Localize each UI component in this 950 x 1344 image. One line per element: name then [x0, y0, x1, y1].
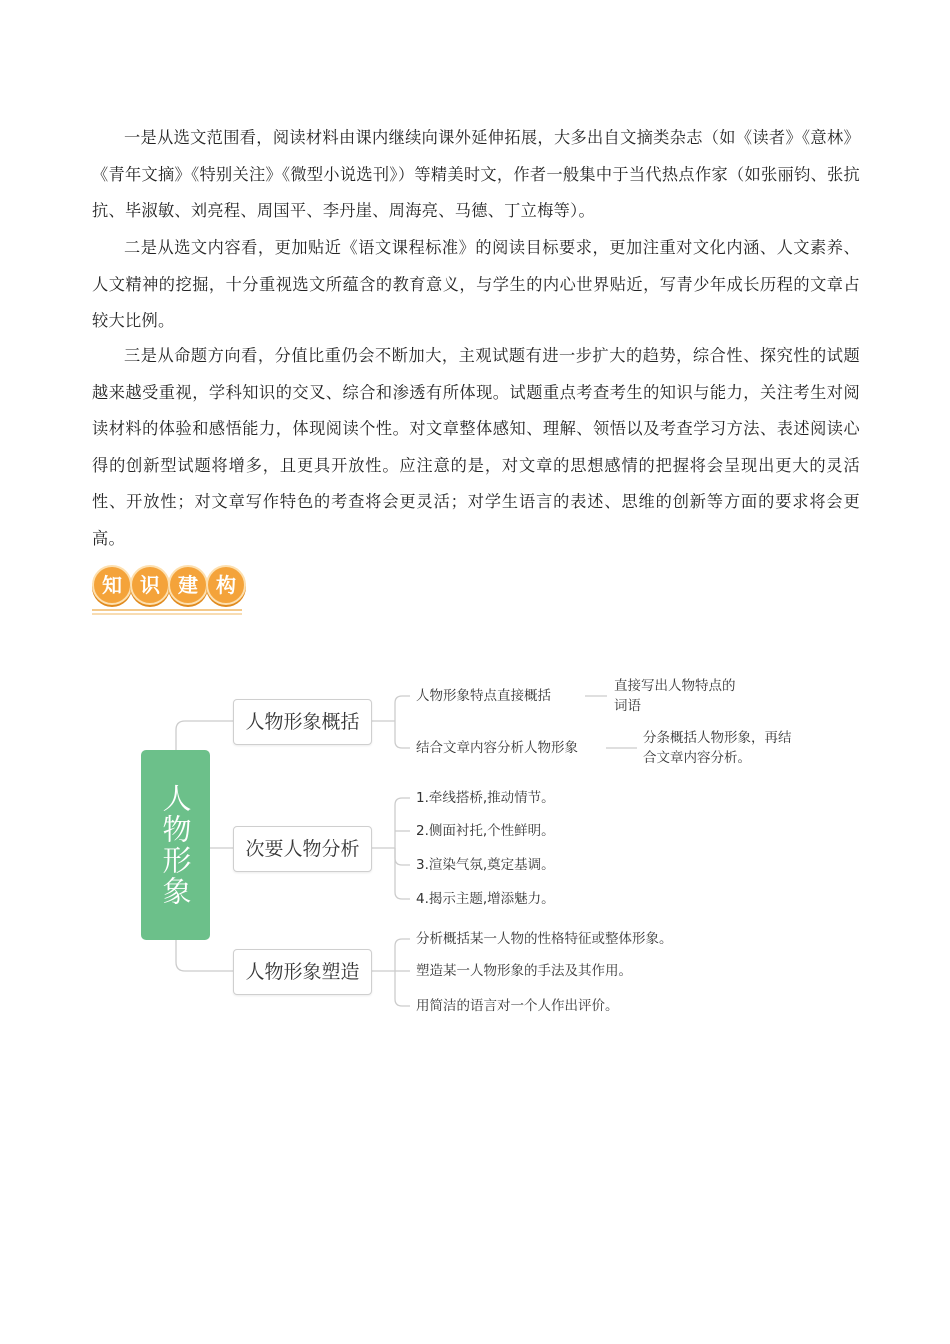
leaf-b2-item-4: 4.揭示主题,增添魅力。 — [416, 891, 555, 907]
connector-center-branch3 — [176, 940, 233, 971]
connector-center-branch1 — [176, 721, 233, 750]
branch-character-shaping: 人物形象塑造 — [233, 949, 372, 995]
connector-b3-item3 — [395, 971, 410, 1006]
leaf-b1-item-1: 人物形象特点直接概括 — [416, 688, 551, 704]
leaf-b3-item-2: 塑造某一人物形象的手法及其作用。 — [416, 963, 632, 979]
leaf-b1-sub-1: 直接写出人物特点的词语 — [614, 678, 736, 714]
paragraph-1: 一是从选文范围看，阅读材料由课内继续向课外延伸拓展，大多出自文摘类杂志（如《读者》《意林》《青年文摘》《特别关注》《微型小说选刊》）等精美时文，作者一般集中于当代热点作家（如张丽钧、张抗抗、毕淑敏、刘亮程、周国平、李丹崖、周海亮、马德、丁立梅等）。 — [92, 128, 860, 220]
leaf-b1-item-2: 结合文章内容分析人物形象 — [416, 740, 578, 756]
connector-b2-item1 — [395, 798, 410, 848]
leaf-b1-sub-2: 分条概括人物形象，再结合文章内容分析。 — [643, 730, 792, 766]
badge-char-3: 建 — [168, 565, 208, 605]
branch-character-summary: 人物形象概括 — [233, 699, 372, 745]
connector-b1-item1 — [395, 696, 410, 721]
leaf-b2-item-3: 3.渲染气氛,奠定基调。 — [416, 857, 555, 873]
badge-char-1: 知 — [92, 565, 132, 605]
badge-char-4: 构 — [206, 565, 246, 605]
badge-char-2: 识 — [130, 565, 170, 605]
paragraph-2: 二是从选文内容看，更加贴近《语文课程标准》的阅读目标要求，更加注重对文化内涵、人文素养、人文精神的挖掘，十分重视选文所蕴含的教育意义，与学生的内心世界贴近，写青少年成长历程的文章占较大比例。 — [92, 238, 860, 330]
connector-b1-item2 — [395, 721, 410, 748]
connector-b2-item3 — [395, 848, 410, 865]
connector-b2-item4 — [395, 848, 410, 899]
paragraph-3: 三是从命题方向看，分值比重仍会不断加大，主观试题有进一步扩大的趋势，综合性、探究性的试题越来越受重视，学科知识的交叉、综合和渗透有所体现。试题重点考查考生的知识与能力，关注考生对阅读材料的体验和感悟能力，体现阅读个性。对文章整体感知、理解、领悟以及考查学习方法、表述阅读心得的创新型试题将增多，且更具开放性。应注意的是，对文章的思想感情的把握将会呈现出更大的灵活性、开放性；对文章写作特色的考查将会更灵活；对学生语言的表述、思维的创新等方面的要求将会更高。 — [92, 346, 860, 548]
leaf-b3-item-3: 用简洁的语言对一个人作出评价。 — [416, 998, 619, 1014]
leaf-b2-item-2: 2.侧面衬托,个性鲜明。 — [416, 823, 555, 839]
leaf-b2-item-1: 1.牵线搭桥,推动情节。 — [416, 790, 555, 806]
mindmap-center-node: 人物形象 — [141, 750, 210, 940]
leaf-b3-item-1: 分析概括某一人物的性格特征或整体形象。 — [416, 931, 673, 947]
branch-minor-character-analysis: 次要人物分析 — [233, 826, 372, 872]
connector-b3-item1 — [395, 939, 410, 971]
